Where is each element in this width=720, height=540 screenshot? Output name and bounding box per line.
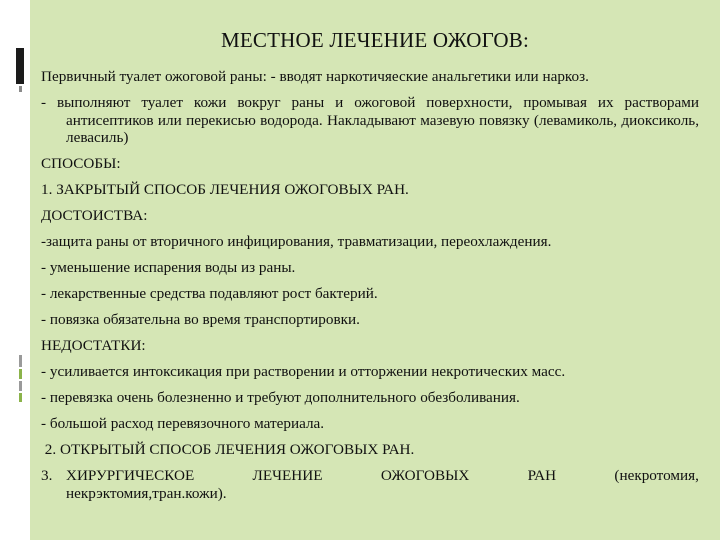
paragraph-skin-toilet: - выполняют туалет кожи вокруг раны и ожоговой поверхности, промывая их растворами антисептиков или перекисью водорода. Накладывают мазевую повязку (левамиколь, диоксиколь, левасиль) [41, 94, 699, 146]
disadvantage-item: - усиливается интоксикация при растворении и отторжении некротических масс. [41, 363, 566, 380]
decor-bar-grey [19, 355, 22, 367]
advantage-item: -защита раны от вторичного инфицирования, травматизации, переохлаждения. [41, 233, 552, 250]
advantage-item: - повязка обязательна во время транспортировки. [41, 311, 360, 328]
method-continuation: некрэктомия,тран.кожи). [66, 484, 227, 502]
decor-bar-grey [19, 381, 22, 391]
slide-body [41, 68, 699, 502]
method-word: ЛЕЧЕНИЕ [252, 467, 323, 484]
method-open: 2. ОТКРЫТЫЙ СПОСОБ ЛЕЧЕНИЯ ОЖОГОВЫХ РАН. [41, 441, 415, 458]
decor-bar-dark [16, 48, 24, 84]
heading-disadvantages: НЕДОСТАТКИ: [41, 337, 146, 354]
paragraph-primary-toilet: Первичный туалет ожоговой раны: - вводят наркотичяеские анальгетики или наркоз. [41, 68, 589, 85]
decor-bar-green [19, 369, 22, 379]
method-word: ХИРУРГИЧЕСКОЕ [66, 467, 195, 484]
method-closed: 1. ЗАКРЫТЫЙ СПОСОБ ЛЕЧЕНИЯ ОЖОГОВЫХ РАН. [41, 181, 409, 198]
advantage-item: - лекарственные средства подавляют рост бактерий. [41, 285, 378, 302]
method-word: РАН [527, 467, 557, 484]
disadvantage-item: - перевязка очень болезненно и требуют дополнительного обезболивания. [41, 389, 520, 406]
disadvantage-item: - большой расход перевязочного материала. [41, 415, 325, 432]
method-number: 3. [41, 467, 53, 484]
method-surgical [41, 467, 699, 502]
heading-advantages: ДОСТОИСТВА: [41, 207, 148, 224]
method-word: ОЖОГОВЫХ [380, 467, 470, 484]
decor-bar-grey [19, 86, 22, 92]
slide-title: МЕСТНОЕ ЛЕЧЕНИЕ ОЖОГОВ: [220, 28, 530, 52]
decorative-side-bars [0, 0, 30, 540]
heading-methods: СПОСОБЫ: [41, 155, 121, 172]
decor-bar-green [19, 393, 22, 402]
method-word: (некротомия, [614, 467, 699, 484]
advantage-item: - уменьшение испарения воды из раны. [41, 259, 296, 276]
